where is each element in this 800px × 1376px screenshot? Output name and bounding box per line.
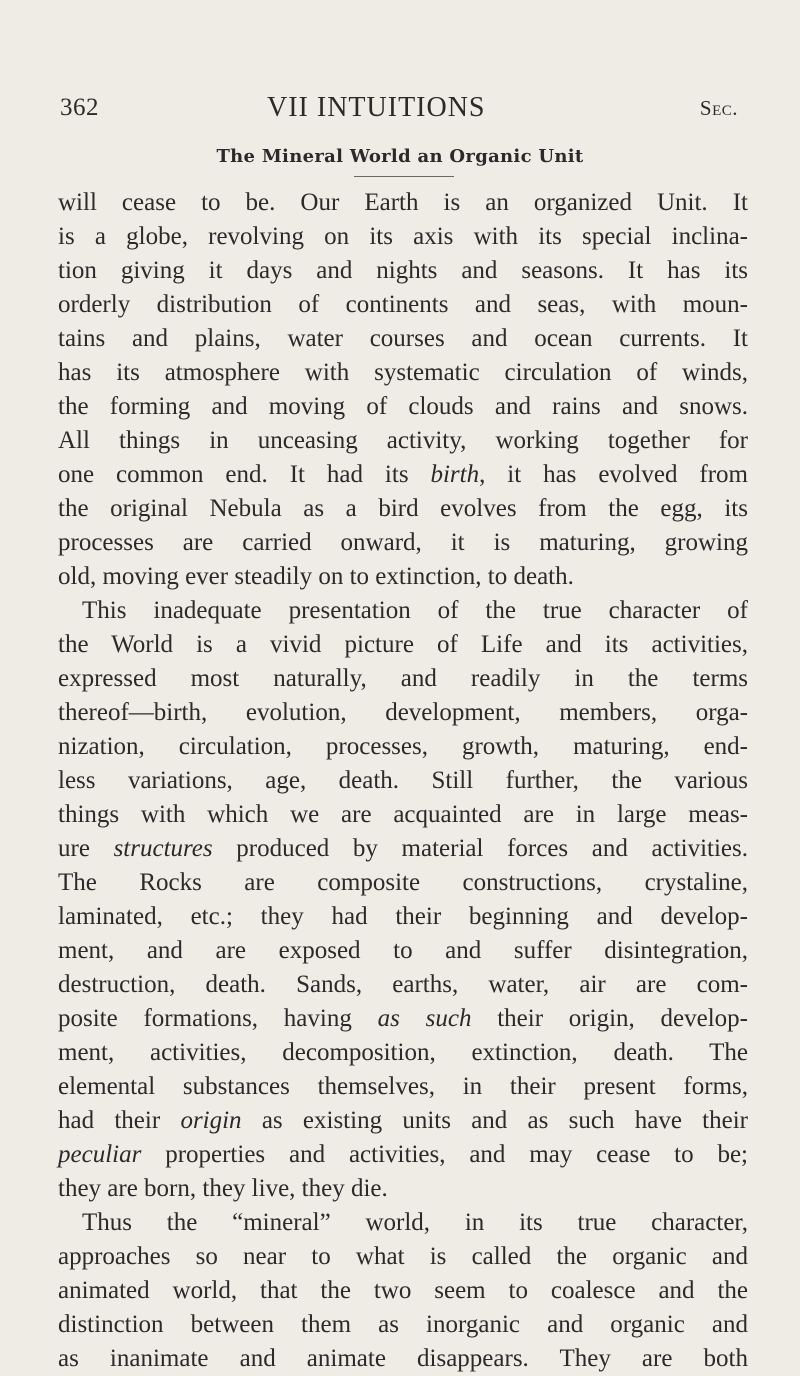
text-segment: This inadequate presentation of the true character of — [82, 597, 748, 624]
text-segment: laminated, etc.; they had their beginning and develop- — [58, 903, 748, 930]
text-segment: less variations, age, death. Still further, the various — [58, 767, 748, 794]
text-line — [58, 1206, 748, 1240]
text-line — [58, 968, 748, 1002]
text-line — [58, 322, 748, 356]
text-segment: ure — [58, 835, 114, 862]
section-mark: Sec. — [699, 96, 738, 120]
text-segment: animated world, that the two seem to coalesce and the — [58, 1277, 748, 1304]
text-segment: has its atmosphere with systematic circulation of winds, — [58, 359, 748, 386]
text-segment: , it has evolved from — [479, 461, 748, 488]
text-line — [58, 832, 748, 866]
text-segment: orderly distribution of continents and seas, with moun- — [58, 291, 748, 318]
text-segment: the World is a vivid picture of Life and its activities, — [58, 631, 748, 658]
text-segment: had their — [58, 1107, 181, 1134]
text-line — [58, 1308, 748, 1342]
text-line — [58, 1104, 748, 1138]
text-line — [58, 492, 748, 526]
text-line — [58, 288, 748, 322]
text-segment: approaches so near to what is called the organic and — [58, 1243, 748, 1270]
text-line — [58, 1002, 748, 1036]
text-segment: thereof—birth, evolution, development, members, orga- — [58, 699, 748, 726]
text-line — [58, 764, 748, 798]
text-segment: they are born, they live, they die. — [58, 1175, 388, 1202]
text-segment: the original Nebula as a bird evolves from the egg, its — [58, 495, 748, 522]
text-segment: distinction between them as inorganic and organic and — [58, 1311, 748, 1338]
text-segment: destruction, death. Sands, earths, water, air are com- — [58, 971, 748, 998]
text-line — [58, 866, 748, 900]
text-segment: The Rocks are composite constructions, crystaline, — [58, 869, 748, 896]
text-line — [58, 1172, 748, 1206]
italic-text: origin — [180, 1107, 242, 1134]
text-line — [58, 458, 748, 492]
text-segment: is a globe, revolving on its axis with its special inclina- — [58, 223, 748, 250]
italic-text: peculiar — [58, 1141, 142, 1168]
text-line — [58, 424, 748, 458]
section-subhead: The Mineral World an Organic Unit — [216, 146, 584, 167]
text-segment: produced by material forces and activities. — [212, 835, 748, 862]
text-line — [58, 1036, 748, 1070]
text-segment: as inanimate and animate disappears. They are both — [58, 1345, 748, 1372]
text-line — [58, 934, 748, 968]
page-number: 362 — [60, 94, 99, 121]
text-line — [58, 1138, 748, 1172]
text-segment: expressed most naturally, and readily in the terms — [58, 665, 748, 692]
body-text — [58, 186, 748, 1376]
text-segment: processes are carried onward, it is maturing, growing — [58, 529, 748, 556]
italic-text: birth — [430, 461, 480, 488]
text-segment: nization, circulation, processes, growth, maturing, end- — [58, 733, 748, 760]
text-segment: tains and plains, water courses and ocean currents. It — [58, 325, 748, 352]
text-segment: tion giving it days and nights and seasons. It has its — [58, 257, 748, 284]
text-segment: All things in unceasing activity, working together for — [58, 427, 748, 454]
text-line — [58, 696, 748, 730]
text-line — [58, 1274, 748, 1308]
text-line — [58, 730, 748, 764]
text-segment: posite formations, having — [58, 1005, 378, 1032]
text-line — [58, 254, 748, 288]
text-line — [58, 356, 748, 390]
text-segment: one common end. It had its — [58, 461, 431, 488]
text-segment: things with which we are acquainted are in large meas- — [58, 801, 748, 828]
text-line — [58, 1070, 748, 1104]
text-line — [58, 560, 748, 594]
italic-text: structures — [113, 835, 213, 862]
italic-text: as such — [377, 1005, 472, 1032]
text-segment: as existing units and as such have their — [241, 1107, 748, 1134]
subhead-rule — [354, 176, 454, 177]
text-segment: properties and activities, and may cease to be; — [141, 1141, 748, 1168]
text-segment: the forming and moving of clouds and rains and snows. — [58, 393, 748, 420]
chapter-title: VII INTUITIONS — [267, 92, 486, 123]
text-line — [58, 390, 748, 424]
text-line — [58, 1342, 748, 1376]
text-line — [58, 1240, 748, 1274]
text-line — [58, 628, 748, 662]
text-segment: elemental substances themselves, in their present forms, — [58, 1073, 748, 1100]
text-line — [58, 662, 748, 696]
text-segment: ment, and are exposed to and suffer disintegration, — [58, 937, 748, 964]
text-segment: ment, activities, decomposition, extinction, death. The — [58, 1039, 748, 1066]
text-line — [58, 900, 748, 934]
text-line — [58, 186, 748, 220]
text-segment: their origin, develop- — [471, 1005, 748, 1032]
text-line — [58, 526, 748, 560]
text-line — [58, 220, 748, 254]
text-line — [58, 594, 748, 628]
text-line — [58, 798, 748, 832]
running-head — [60, 94, 738, 134]
text-segment: old, moving ever steadily on to extinction, to death. — [58, 563, 574, 590]
text-segment: will cease to be. Our Earth is an organized Unit. It — [58, 189, 748, 216]
text-segment: Thus the “mineral” world, in its true character, — [82, 1209, 748, 1236]
